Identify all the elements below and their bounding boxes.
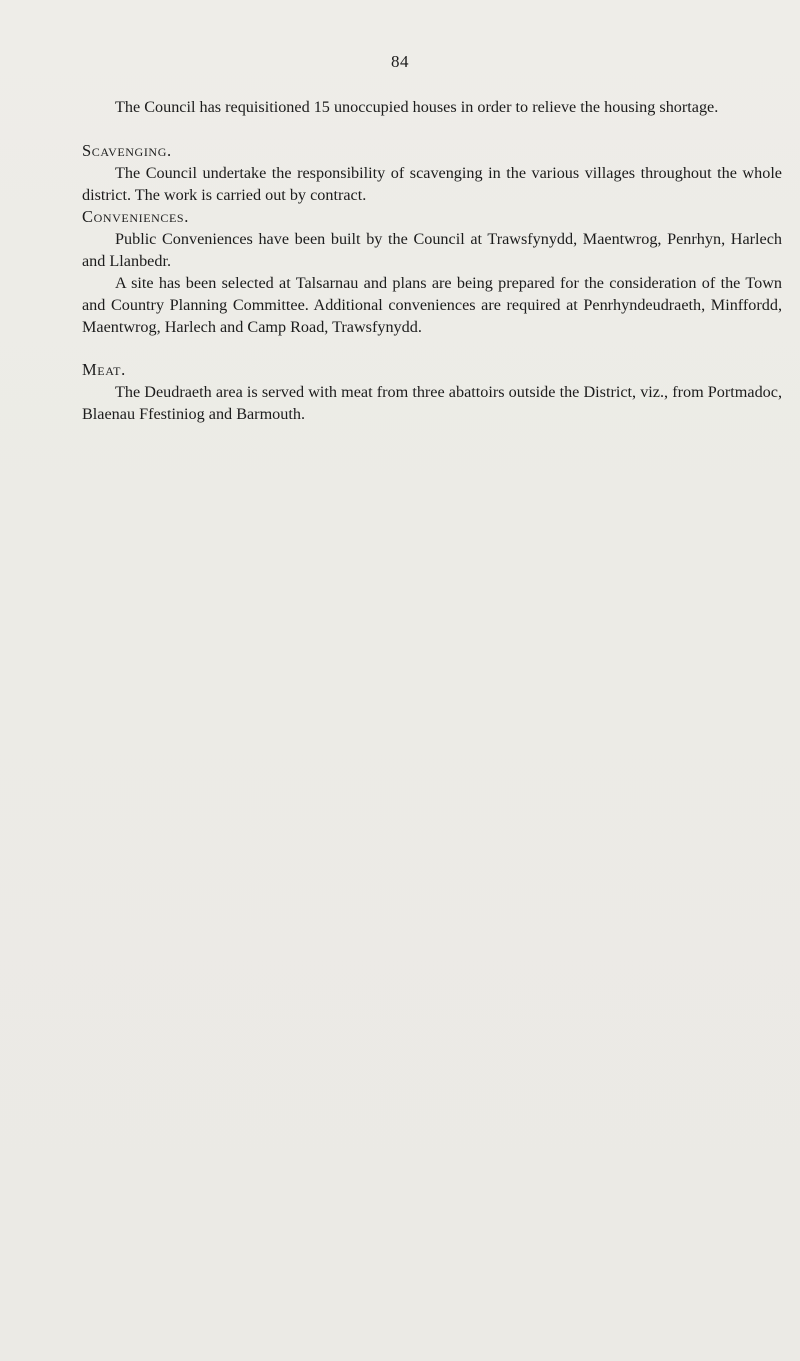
scavenging-paragraph: The Council undertake the responsibility of scavenging in the various villages throughout the whole district. The work is carried out by contract.	[82, 164, 782, 204]
spacer	[82, 118, 782, 140]
spacer	[82, 338, 782, 359]
conveniences-heading: Conveniences.	[82, 207, 189, 226]
page-number: 84	[391, 52, 409, 71]
page-body	[82, 96, 782, 425]
meat-paragraph: The Deudraeth area is served with meat from three abattoirs outside the District, viz., from Portmadoc, Blaenau Ffestiniog and Barmouth.	[82, 383, 782, 423]
scavenging-heading: Scavenging.	[82, 141, 172, 160]
conveniences-paragraph-2: A site has been selected at Talsarnau and plans are being prepared for the consideration of the Town and Country Planning Committee. Additional conveniences are required at Penrhyndeudraeth, Minffordd, Maentwrog, Harlech and Camp Road, Trawsfynydd.	[82, 274, 782, 336]
housing-paragraph: The Council has requisitioned 15 unoccupied houses in order to relieve the housing shortage.	[115, 98, 719, 116]
meat-heading: Meat.	[82, 360, 126, 379]
conveniences-paragraph-1: Public Conveniences have been built by the Council at Trawsfynydd, Maentwrog, Penrhyn, Harlech and Llanbedr.	[82, 230, 782, 270]
